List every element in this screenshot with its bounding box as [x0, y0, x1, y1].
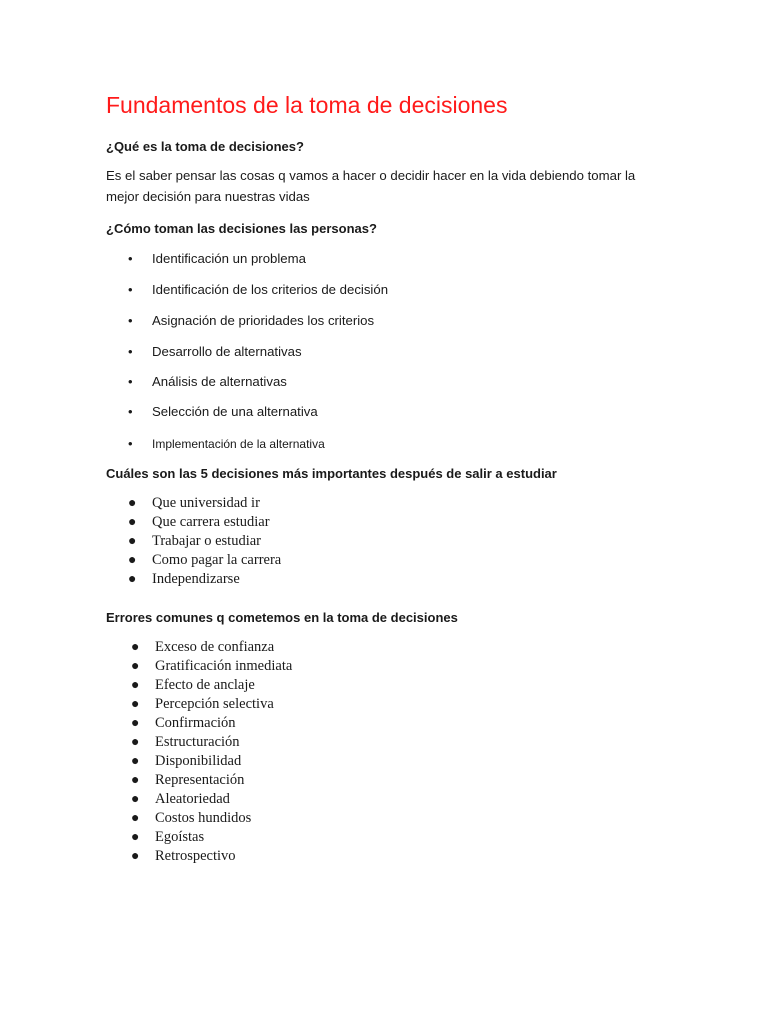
- list-item: ● Que carrera estudiar: [128, 514, 270, 530]
- bullet-icon: ●: [131, 659, 140, 674]
- section-heading-common-errors: Errores comunes q cometemos en la toma de decisiones: [106, 610, 458, 625]
- list-item: ● Confirmación: [131, 715, 236, 731]
- bullet-icon: •: [128, 344, 133, 359]
- list-item: • Selección de una alternativa: [128, 404, 318, 419]
- list-item: • Identificación de los criterios de decisión: [128, 282, 389, 297]
- bullet-icon: ●: [131, 716, 140, 731]
- bullet-icon: ●: [131, 773, 140, 788]
- list-item: ● Trabajar o estudiar: [128, 533, 261, 549]
- list-item: ● Aleatoriedad: [131, 791, 230, 807]
- bullet-icon: •: [128, 251, 133, 266]
- bullet-icon: ●: [131, 678, 140, 693]
- list-item: ● Disponibilidad: [131, 753, 242, 769]
- section-heading-what-is: ¿Qué es la toma de decisiones?: [106, 139, 304, 154]
- list-item: ● Retrospectivo: [131, 848, 236, 864]
- common-errors-list: [131, 638, 292, 866]
- definition-paragraph: Es el saber pensar las cosas q vamos a hacer o decidir hacer en la vida debiendo tomar la mejor decisión para nuestras vidas: [106, 168, 636, 204]
- bullet-icon: ●: [128, 534, 137, 549]
- bullet-icon: ●: [131, 792, 140, 807]
- list-item: ● Egoístas: [131, 829, 205, 845]
- bullet-icon: ●: [128, 572, 137, 587]
- bullet-icon: •: [128, 404, 133, 419]
- list-item: • Asignación de prioridades los criterios: [128, 313, 375, 328]
- list-item: • Análisis de alternativas: [128, 374, 287, 389]
- bullet-icon: ●: [131, 849, 140, 864]
- bullet-icon: ●: [131, 735, 140, 750]
- list-item: • Desarrollo de alternativas: [128, 344, 302, 359]
- bullet-icon: •: [128, 282, 133, 297]
- bullet-icon: ●: [131, 697, 140, 712]
- bullet-icon: •: [128, 313, 133, 328]
- list-item: • Identificación un problema: [128, 251, 306, 266]
- bullet-icon: ●: [128, 496, 137, 511]
- list-item: ● Percepción selectiva: [131, 696, 274, 712]
- bullet-icon: •: [128, 436, 133, 451]
- bullet-icon: ●: [131, 640, 140, 655]
- document-title: Fundamentos de la toma de decisiones: [106, 92, 508, 118]
- section-heading-five-decisions: Cuáles son las 5 decisiones más importantes después de salir a estudiar: [106, 466, 557, 481]
- list-item: • Implementación de la alternativa: [128, 436, 325, 451]
- five-decisions-list: [128, 494, 281, 589]
- bullet-icon: ●: [131, 754, 140, 769]
- list-item: ● Costos hundidos: [131, 810, 252, 826]
- list-item: ● Que universidad ir: [128, 495, 260, 511]
- section-heading-how-people-decide: ¿Cómo toman las decisiones las personas?: [106, 221, 377, 236]
- list-item: ● Como pagar la carrera: [128, 552, 282, 568]
- bullet-icon: ●: [128, 515, 137, 530]
- bullet-icon: ●: [128, 553, 137, 568]
- list-item: ● Exceso de confianza: [131, 639, 275, 655]
- list-item: ● Estructuración: [131, 734, 240, 750]
- bullet-icon: ●: [131, 811, 140, 826]
- list-item: ● Representación: [131, 772, 245, 788]
- list-item: ● Efecto de anclaje: [131, 677, 255, 693]
- list-item: ● Gratificación inmediata: [131, 658, 293, 674]
- list-item: ● Independizarse: [128, 571, 240, 587]
- bullet-icon: •: [128, 374, 133, 389]
- bullet-icon: ●: [131, 830, 140, 845]
